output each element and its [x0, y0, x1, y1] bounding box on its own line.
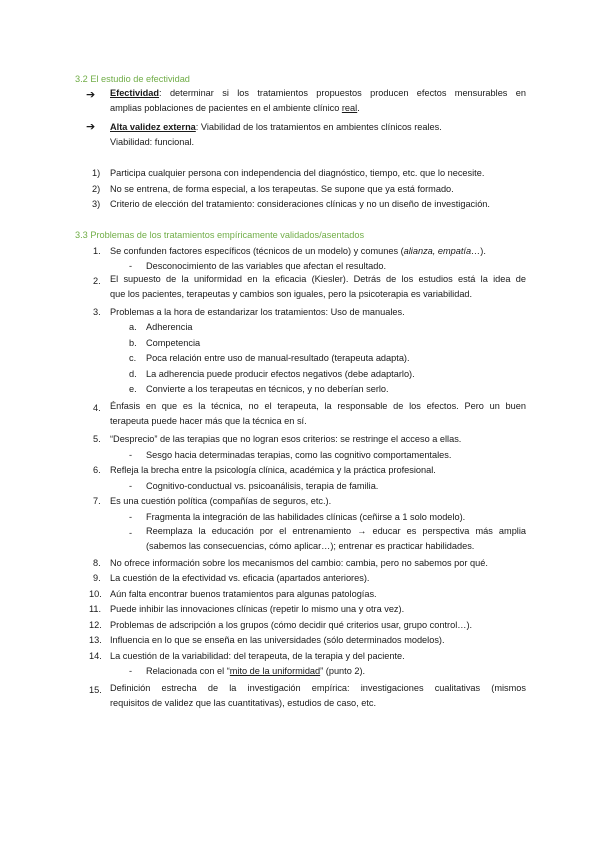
arrow-bullet-icon: ➔ [86, 120, 96, 133]
sub-item [146, 524, 526, 554]
term-definition: : determinar si los tratamientos propuestos producen efectos mensurables en [159, 88, 526, 98]
sub-item: Sesgo hacia determinadas terapias, como las cognitivo comportamentales. [146, 450, 452, 460]
list-number: 7. [93, 496, 101, 506]
sub-item: Fragmenta la integración de las habilidades clínicas (ceñirse a 1 solo modelo). [146, 512, 466, 522]
section-heading-3-2: 3.2 El estudio de efectividad [75, 74, 190, 84]
list-number: 14. [89, 651, 102, 661]
sub-item: Cognitivo-conductual vs. psicoanálisis, terapia de familia. [146, 481, 379, 491]
list-letter: b. [129, 338, 137, 348]
dash-bullet: - [129, 528, 133, 538]
list-number: 5. [93, 434, 101, 444]
sub-item: Competencia [146, 338, 201, 348]
list-item: Refleja la brecha entre la psicología clínica, académica y la práctica profesional. [110, 465, 436, 475]
list-number: 2. [93, 276, 101, 286]
item-line: Definición estrecha de la investigación empírica: investigaciones cualitativas (mismos [110, 683, 526, 693]
list-item: “Desprecio” de las terapias que no logran esos criterios: se restringe el acceso a ellas. [110, 434, 462, 444]
list-item: Problemas a la hora de estandarizar los tratamientos: Uso de manuales. [110, 307, 405, 317]
list-item: No ofrece información sobre los mecanismos del cambio: cambia, pero no sabemos por qué. [110, 558, 488, 568]
list-item: Participa cualquier persona con independencia del diagnóstico, tiempo, etc. que lo necesite. [110, 168, 485, 178]
list-number: 8. [93, 558, 101, 568]
effectiveness-definition [110, 86, 526, 116]
italic-text: alianza, empatía… [403, 246, 481, 256]
sub-item: Adherencia [146, 322, 193, 332]
list-number: 15. [89, 685, 102, 695]
list-item: No se entrena, de forma especial, a los terapeutas. Se supone que ya está formado. [110, 184, 454, 194]
viability-note: Viabilidad: funcional. [110, 137, 195, 147]
list-number: 12. [89, 620, 102, 630]
list-item [110, 681, 526, 711]
list-item: Problemas de adscripción a los grupos (cómo decidir qué criterios usar, grupo control…). [110, 620, 473, 630]
list-item: Es una cuestión política (compañías de seguros, etc.). [110, 496, 332, 506]
dash-bullet: - [129, 666, 133, 676]
dash-bullet: - [129, 261, 133, 271]
item-text: Relacionada con el “ [146, 666, 230, 676]
list-number: 3) [92, 199, 101, 209]
list-letter: e. [129, 384, 137, 394]
dash-bullet: - [129, 512, 133, 522]
item-line: El supuesto de la uniformidad en la eficacia (Kiesler). Detrás de los estudios está la idea de [110, 274, 526, 284]
list-letter: c. [129, 353, 137, 363]
item-line: que los pacientes, terapeutas y cambios son iguales, pero la psicoterapia es variabilidad. [110, 289, 473, 300]
list-number: 1) [92, 168, 101, 178]
list-item [110, 399, 526, 429]
sub-item: Poca relación entre uso de manual-resultado (terapeuta adapta). [146, 353, 410, 363]
sub-item: Convierte a los terapeutas en técnicos, y no deberían serlo. [146, 384, 389, 394]
item-line: requisitos de validez que las cuantitativas), estudios de caso, etc. [110, 698, 377, 709]
sub-item: La adherencia puede producir efectos negativos (debe adaptarlo). [146, 369, 415, 379]
list-number: 13. [89, 635, 102, 645]
punct: . [357, 103, 360, 114]
dash-bullet: - [129, 481, 133, 491]
item-text: Se confunden factores específicos (técnicos de un modelo) y comunes ( [110, 246, 404, 256]
list-number: 6. [93, 465, 101, 475]
list-number: 2) [92, 184, 101, 194]
external-validity-definition [110, 121, 442, 133]
item-text-end: ). [480, 246, 486, 256]
section-heading-3-3: 3.3 Problemas de los tratamientos empíricamente validados/asentados [75, 230, 365, 240]
dash-bullet: - [129, 450, 133, 460]
item-line: (sabemos las consecuencias, cómo aplicar…); entrenar es practicar habilidades. [146, 541, 475, 552]
list-letter: d. [129, 369, 137, 379]
item-text-end: ” (punto 2). [320, 666, 366, 676]
list-item [110, 245, 486, 257]
item-line: Reemplaza la educación por el entrenamiento → educar es perspectiva más amplia [146, 526, 526, 536]
item-line: Énfasis en que es la técnica, no el terapeuta, la responsable de los efectos. Pero un buen [110, 401, 526, 411]
item-line: terapeuta puede hacer más que la técnica en sí. [110, 416, 307, 427]
underlined-word: real [341, 103, 358, 114]
list-number: 1. [93, 246, 101, 256]
list-item: Influencia en lo que se enseña en las universidades (sólo determinados modelos). [110, 635, 445, 645]
list-item [110, 272, 526, 302]
list-item: La cuestión de la efectividad vs. eficacia (apartados anteriores). [110, 573, 370, 583]
list-number: 11. [89, 604, 102, 614]
arrow-bullet-icon: ➔ [86, 88, 96, 101]
definition-text: amplias poblaciones de pacientes en el ambiente clínico [110, 103, 342, 114]
list-number: 9. [93, 573, 101, 583]
underlined-phrase: mito de la uniformidad [229, 666, 321, 676]
term-efectividad: Efectividad [110, 88, 160, 98]
sub-item [146, 665, 365, 677]
list-item: La cuestión de la variabilidad: del terapeuta, de la terapia y del paciente. [110, 651, 405, 661]
term-validez-externa: Alta validez externa [110, 122, 196, 132]
list-number: 3. [93, 307, 101, 317]
list-number: 4. [93, 403, 101, 413]
list-item: Criterio de elección del tratamiento: consideraciones clínicas y no un diseño de investigación. [110, 199, 490, 209]
list-item: Aún falta encontrar buenos tratamientos para algunas patologías. [110, 589, 377, 599]
list-item: Puede inhibir las innovaciones clínicas (repetir lo mismo una y otra vez). [110, 604, 405, 614]
sub-item: Desconocimiento de las variables que afectan el resultado. [146, 261, 387, 271]
list-letter: a. [129, 322, 137, 332]
list-number: 10. [89, 589, 102, 599]
term-definition: : Viabilidad de los tratamientos en ambientes clínicos reales. [195, 122, 442, 132]
